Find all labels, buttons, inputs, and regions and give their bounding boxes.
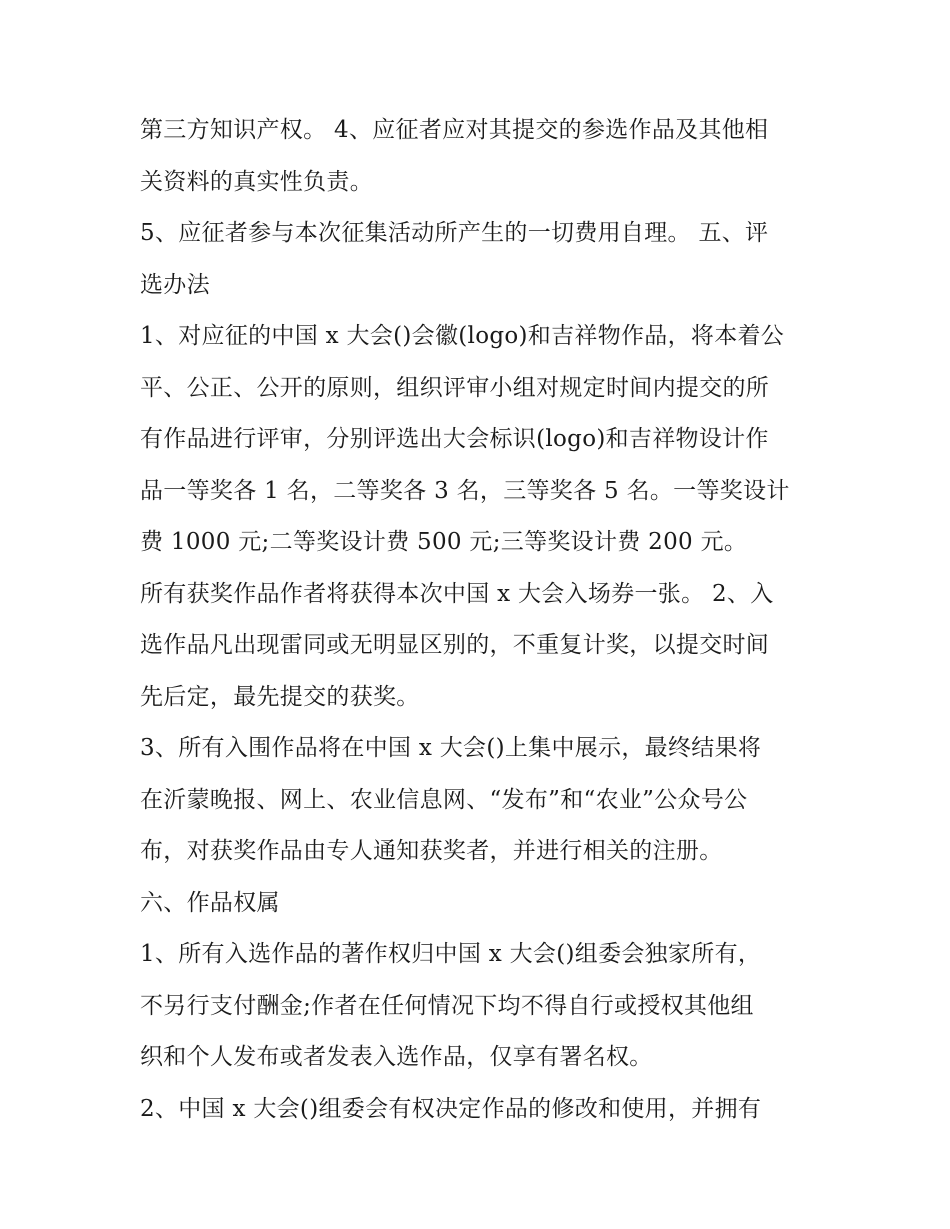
text-line-20: 2、中国 x 大会()组委会有权决定作品的修改和使用，并拥有 xyxy=(140,1095,762,1122)
text-line-10: 所有获奖作品作者将获得本次中国 x 大会入场券一张。 2、入 xyxy=(140,580,774,607)
text-line-8: 品一等奖各 1 名，二等奖各 3 名，三等奖各 5 名。一等奖设计 xyxy=(140,477,790,504)
text-line-5: 1、对应征的中国 x 大会()会徽(logo)和吉祥物作品，将本着公 xyxy=(140,323,785,349)
text-line-16: 六、作品权属 xyxy=(140,889,280,916)
text-line-6: 平、公正、公开的原则，组织评审小组对规定时间内提交的所 xyxy=(140,374,770,401)
text-line-14: 在沂蒙晚报、网上、农业信息网、“发布”和“农业”公众号公 xyxy=(140,786,748,813)
body-text xyxy=(140,105,820,1135)
text-line-19: 织和个人发布或者发表入选作品，仅享有署名权。 xyxy=(140,1044,653,1070)
text-line-15: 布，对获奖作品由专人通知获奖者，并进行相关的注册。 xyxy=(140,838,723,864)
text-line-9: 费 1000 元;二等奖设计费 500 元;三等奖设计费 200 元。 xyxy=(140,529,748,555)
text-line-17: 1、所有入选作品的著作权归中国 x 大会()组委会独家所有， xyxy=(140,941,762,967)
text-line-13: 3、所有入围作品将在中国 x 大会()上集中展示，最终结果将 xyxy=(140,735,762,761)
text-line-1: 第三方知识产权。 4、应征者应对其提交的参选作品及其他相 xyxy=(140,117,769,143)
text-line-7: 有作品进行评审，分别评选出大会标识(logo)和吉祥物设计作 xyxy=(140,426,769,452)
text-line-3: 5、应征者参与本次征集活动所产生的一切费用自理。 五、评 xyxy=(140,220,769,246)
text-line-2: 关资料的真实性负责。 xyxy=(140,168,373,195)
text-line-12: 先后定，最先提交的获奖。 xyxy=(140,683,420,710)
text-line-4: 选办法 xyxy=(140,271,210,298)
text-line-18: 不另行支付酬金;作者在任何情况下均不得自行或授权其他组 xyxy=(140,992,754,1019)
text-line-11: 选作品凡出现雷同或无明显区别的，不重复计奖，以提交时间 xyxy=(140,632,770,658)
